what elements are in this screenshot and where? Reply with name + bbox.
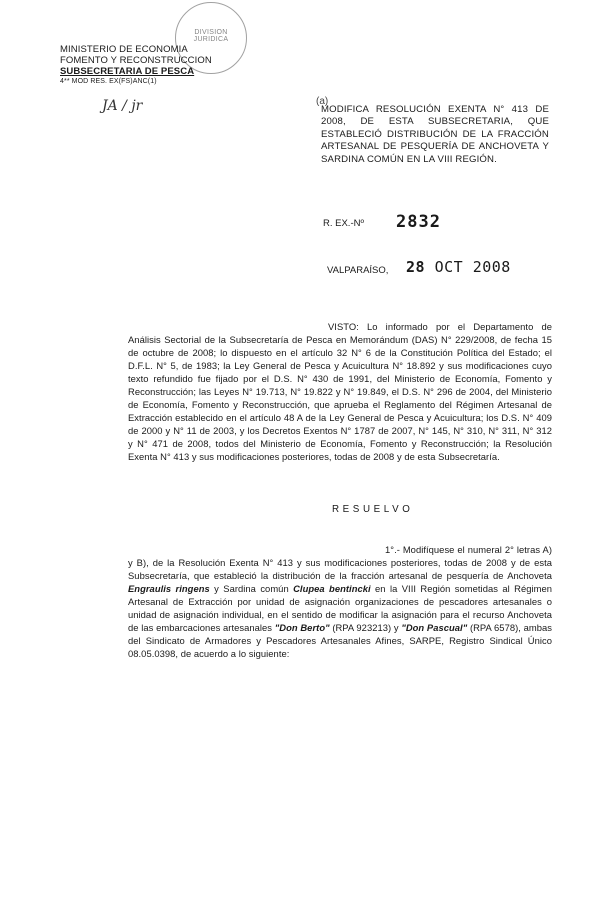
- city: VALPARAÍSO,: [327, 265, 389, 276]
- resuelvo-heading: RESUELVO: [332, 504, 414, 515]
- vessel-don-berto: "Don Berto": [274, 622, 330, 634]
- subject-paragraph: MODIFICA RESOLUCIÓN EXENTA N° 413 DE 2008, DE ESTA SUBSECRETARIA, QUE ESTABLECIÓ DISTRIBUCIÓN DE LA FRACCIÓN ARTESANAL DE PESQUERÍA DE ANCHOVETA Y SARDINA COMÚN EN LA VIII REGIÓN.: [321, 104, 549, 165]
- vessel-don-pascual: "Don Pascual": [401, 622, 468, 634]
- stamp-text: DIVISION JURIDICA: [193, 29, 229, 43]
- visto-text: Lo informado por el Departamento de Análisis Sectorial de la Subsecretaría de Pesca en Memorándum (DAS) N° 229/2008, de fecha 15 de octubre de 2008; lo dispuesto en el artículo 32 N° 6 de la Constitución Política del Estado; el D.F.L. N° 5, de 1983; la Ley General de Pesca y Acuicultura N° 18.892 y sus modificaciones cuyo texto refundido fue fijado por el D.S. N° 430 de 1991, del Ministerio de Economía, Fomento y Reconstrucción; las Leyes N° 19.713, N° 19.822 y N° 19.849, el D.S. N° 296 de 2004, del Ministerio de Economía, Fomento y Reconstrucción, que aprueba el Reglamento del Régimen Artesanal de Extracción establecido en el artículo 48 A de la Ley General de Pesca y Acuicultura; los D.S. N° 409 de 2000 y N° 11 de 2003, y los Decretos Exentos N° 1787 de 2007, N° 145, N° 310, N° 311, N° 312 y N° 471 de 2008, todos del Ministerio de Economía, Fomento y Reconstrucción; la Resolución Exenta N° 413 y sus modificaciones posteriores, todas de 2008 y de esta Subsecretaría.: [128, 321, 552, 463]
- visto-label: VISTO:: [328, 321, 359, 332]
- letterhead: [60, 44, 260, 86]
- paragraph-mid-2: en la VIII Región sometidas al Régimen Artesanal de Extracción por unidad de asignación organizaciones de pescadores artesanales o unidad de asignación individual, en el sentido de modificar la asignación para el recurso Anchoveta de las embarcaciones artesanales: [128, 583, 552, 634]
- resuelvo-paragraph: [128, 543, 552, 660]
- paragraph-end: (RPA 6578), ambas del Sindicato de Armadores y Pescadores Artesanales Afines, SARPE, Registro Sindical Único 08.05.0398, de acuerdo a lo siguiente:: [128, 622, 553, 660]
- reference-code: 4** MOD RES. EX(FS)ANC(1): [60, 78, 157, 85]
- resolution-number: 2832: [396, 212, 441, 232]
- species-sardina: Clupea bentincki: [293, 583, 371, 595]
- date-month-year: OCT 2008: [434, 258, 511, 276]
- visto-paragraph: [128, 320, 552, 464]
- subsecretaria-line: SUBSECRETARIA DE PESCA: [60, 66, 195, 77]
- date-stamp: [406, 258, 511, 276]
- species-anchoveta: Engraulis ringens: [128, 583, 210, 595]
- date-day: 28: [406, 258, 426, 276]
- handwritten-mark: (a): [316, 96, 329, 107]
- resolution-prefix: R. EX.-Nº: [323, 218, 364, 229]
- paragraph-start: 1°.- Modifíquese el numeral 2° letras A) y B), de la Resolución Exenta N° 413 y sus modificaciones posteriores, todas de 2008 y de esta Subsecretaría, que estableció la distribución de la fracción artesanal de pesquería de Anchoveta: [128, 544, 552, 582]
- handwritten-initials: JA / jr: [102, 98, 143, 114]
- paragraph-mid-1: y Sardina común: [214, 583, 289, 595]
- ministry-line-2: FOMENTO Y RECONSTRUCCION: [60, 55, 212, 66]
- paragraph-mid-3: (RPA 923213) y: [332, 622, 399, 634]
- ministry-line: MINISTERIO DE ECONOMIA: [60, 44, 188, 55]
